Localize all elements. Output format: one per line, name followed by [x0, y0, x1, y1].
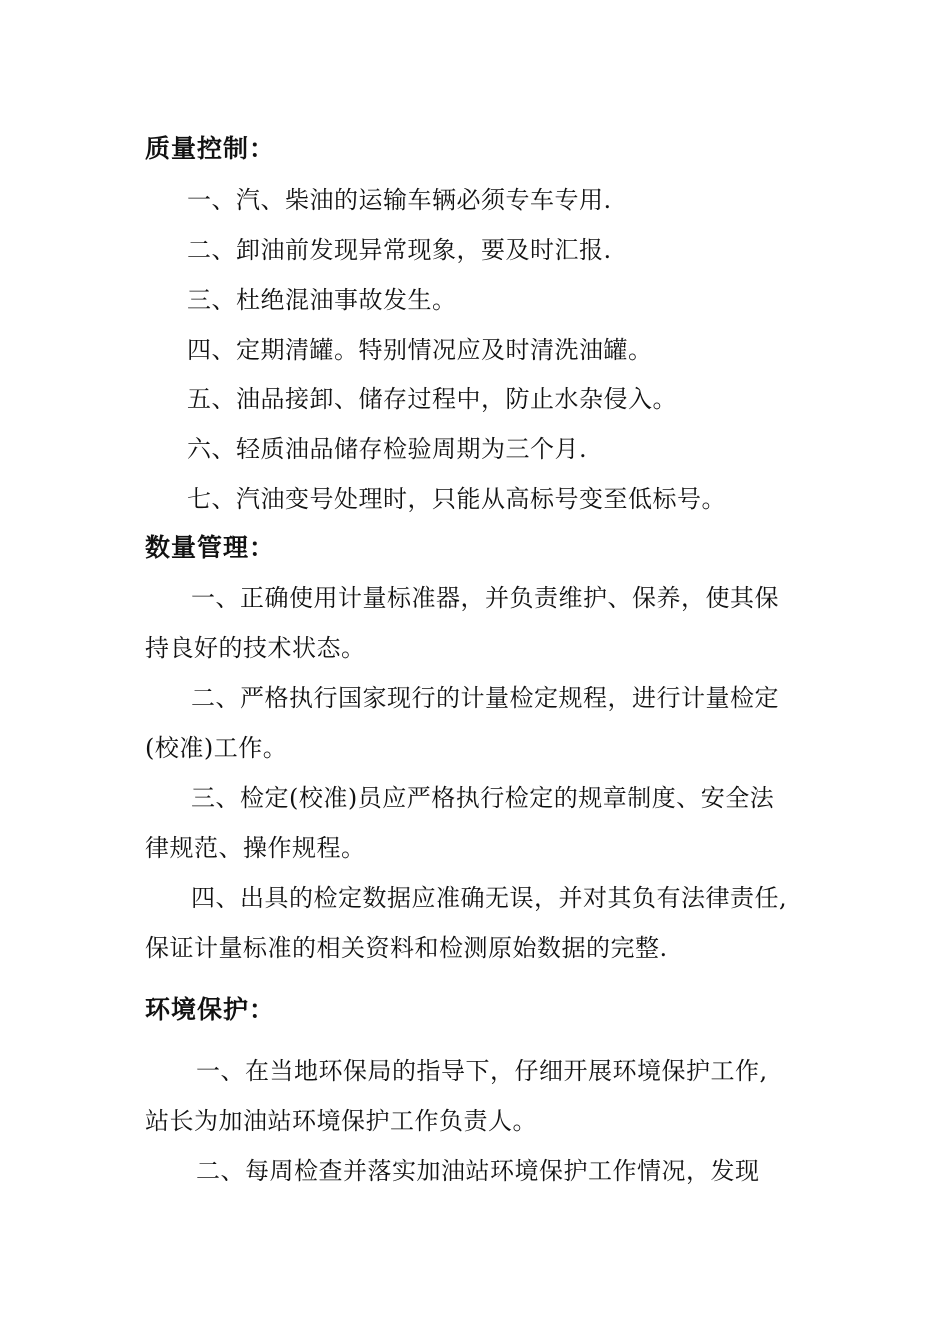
quantity-item-3-line-1: 三、检定(校准)员应严格执行检定的规章制度、安全法	[191, 784, 775, 812]
quantity-item-3-line-2: 律规范、操作规程。	[145, 834, 366, 862]
quality-item-3: 三、杜绝混油事故发生。	[187, 286, 457, 314]
quantity-item-4-line-1: 四、出具的检定数据应准确无误，并对其负有法律责任,	[191, 884, 788, 912]
quantity-item-2-line-2: (校准)工作。	[145, 734, 288, 762]
quantity-item-2-line-1: 二、严格执行国家现行的计量检定规程，进行计量检定	[191, 684, 779, 712]
quantity-item-4-line-2: 保证计量标准的相关资料和检测原始数据的完整.	[145, 934, 668, 962]
environment-item-2-line-1: 二、每周检查并落实加油站环境保护工作情况，发现	[196, 1157, 760, 1185]
quality-item-4: 四、定期清罐。特别情况应及时清洗油罐。	[187, 336, 653, 364]
quality-item-5: 五、油品接卸、储存过程中，防止水杂侵入。	[187, 385, 677, 413]
quality-item-1: 一、汽、柴油的运输车辆必须专车专用.	[187, 186, 612, 214]
section-heading-environmental-protection: 环境保护：	[145, 995, 276, 1024]
section-heading-quality-control: 质量控制：	[145, 134, 276, 163]
quality-item-6: 六、轻质油品储存检验周期为三个月.	[187, 435, 588, 463]
environment-item-1-line-1: 一、在当地环保局的指导下，仔细开展环境保护工作,	[196, 1057, 768, 1085]
section-heading-quantity-management: 数量管理：	[145, 533, 276, 562]
quantity-item-1-line-2: 持良好的技术状态。	[145, 634, 366, 662]
quality-item-2: 二、卸油前发现异常现象，要及时汇报.	[187, 236, 612, 264]
environment-item-1-line-2: 站长为加油站环境保护工作负责人。	[145, 1107, 537, 1135]
quality-item-7: 七、汽油变号处理时，只能从高标号变至低标号。	[187, 485, 726, 513]
quantity-item-1-line-1: 一、正确使用计量标准器，并负责维护、保养，使其保	[191, 584, 779, 612]
